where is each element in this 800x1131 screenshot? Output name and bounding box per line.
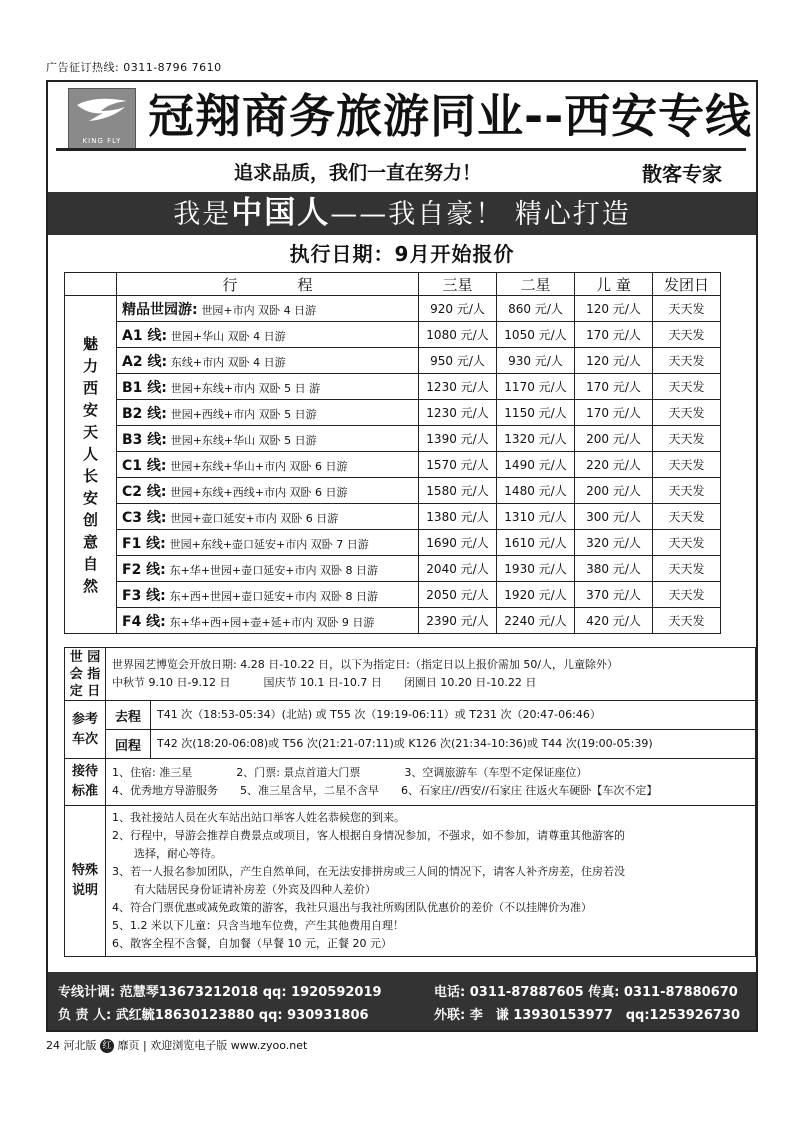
price-two-star: 1930 元/人	[497, 556, 575, 582]
route-desc: 世园+西线+市内 双卧 5 日游	[170, 407, 317, 421]
price-child: 300 元/人	[575, 504, 653, 530]
route-desc: 东线+市内 双卧 4 日游	[170, 355, 286, 369]
price-child: 170 元/人	[575, 400, 653, 426]
notes-row	[65, 806, 756, 957]
table-row	[65, 296, 721, 322]
footer-text: 欢迎浏览电子版	[150, 1039, 228, 1052]
note-line: 4、符合门票优惠或减免政策的游客，我社只退出与我社所购团队优惠价的差价（不以挂牌价为准）	[112, 901, 592, 914]
logo-brand: KING FLY	[82, 137, 122, 145]
price-two-star: 1480 元/人	[497, 478, 575, 504]
info-table	[64, 647, 756, 957]
note-line: 6、散客全程不含餐，自加餐（早餐 10 元，正餐 20 元）	[112, 937, 392, 950]
ad-frame	[46, 80, 758, 1032]
note-line: 2、行程中，导游会推荐自费景点或项目，客人根据自身情况参加，不强求，如不参加，请尊重其他游客的	[112, 829, 625, 842]
departure-days: 天天发	[653, 504, 721, 530]
note-line: 5、1.2 米以下儿童：只含当地车位费，产生其他费用自理！	[112, 919, 404, 932]
banner-part1: 我是	[173, 199, 232, 230]
price-three-star: 1570 元/人	[419, 452, 497, 478]
price-three-star: 1230 元/人	[419, 400, 497, 426]
route-cell	[117, 296, 419, 322]
footer-separator: |	[143, 1039, 147, 1052]
table-row	[65, 426, 721, 452]
price-child: 420 元/人	[575, 608, 653, 634]
price-child: 320 元/人	[575, 530, 653, 556]
train-back-row	[65, 730, 756, 759]
table-row	[65, 452, 721, 478]
price-three-star: 1690 元/人	[419, 530, 497, 556]
route-desc: 世园+华山 双卧 4 日游	[170, 329, 286, 343]
contact-bar	[48, 972, 756, 1030]
go-label: 去程	[106, 701, 151, 730]
table-row	[65, 400, 721, 426]
standard-line1: 1、住宿: 准三星 2、门票: 景点首道大门票 3、空调旅游车（车型不定保证座位）	[112, 766, 588, 779]
note-line: 选择，耐心等待。	[112, 847, 222, 860]
route-cell	[117, 504, 419, 530]
price-three-star: 1230 元/人	[419, 374, 497, 400]
route-desc: 世园+东线+华山 双卧 5 日游	[170, 433, 317, 447]
execution-date: 执行日期：9月开始报价	[289, 242, 515, 266]
wing-logo-icon	[75, 93, 129, 129]
price-two-star: 1150 元/人	[497, 400, 575, 426]
route-code: A1 线:	[122, 327, 168, 344]
route-desc: 东+西+世园+壶口延安+市内 双卧 8 日游	[169, 589, 378, 603]
price-child: 380 元/人	[575, 556, 653, 582]
section-name: 靡页	[117, 1039, 140, 1052]
banner	[48, 192, 756, 235]
price-two-star: 860 元/人	[497, 296, 575, 322]
standard-row	[65, 759, 756, 806]
route-code: F4 线:	[122, 613, 166, 630]
route-desc: 东+华+世园+壶口延安+市内 双卧 8 日游	[169, 563, 378, 577]
page-footer	[46, 1037, 307, 1053]
page-title: 冠翔商务旅游同业--西安专线	[148, 89, 753, 143]
expo-label: 世 园 会 指 定 日	[65, 648, 106, 701]
route-cell	[117, 556, 419, 582]
kingfly-logo	[68, 88, 136, 150]
route-cell	[117, 426, 419, 452]
route-desc: 世园+东线+西线+市内 双卧 6 日游	[170, 485, 348, 499]
price-child: 120 元/人	[575, 296, 653, 322]
slogan: 追求品质，我们一直在努力！	[234, 162, 482, 184]
route-cell	[117, 608, 419, 634]
price-three-star: 920 元/人	[419, 296, 497, 322]
departure-days: 天天发	[653, 348, 721, 374]
route-cell	[117, 582, 419, 608]
route-desc: 世园+东线+市内 双卧 5 日 游	[170, 381, 321, 395]
table-row	[65, 374, 721, 400]
expo-line1: 世界园艺博览会开放日期: 4.28 日-10.22 日，以下为指定日:（指定日以上报价需加 50/人，儿童除外）	[112, 658, 619, 671]
route-cell	[117, 322, 419, 348]
price-three-star: 1080 元/人	[419, 322, 497, 348]
price-child: 120 元/人	[575, 348, 653, 374]
departure-days: 天天发	[653, 452, 721, 478]
departure-days: 天天发	[653, 608, 721, 634]
banner-part3: ——我自豪！ 精心打造	[330, 199, 631, 230]
price-three-star: 1580 元/人	[419, 478, 497, 504]
price-two-star: 1320 元/人	[497, 426, 575, 452]
side-label: 魅力西安 天人长安 创意自然	[65, 296, 117, 634]
table-row	[65, 348, 721, 374]
contact-planner: 专线计调: 范慧琴13673212018 qq: 1920592019	[58, 985, 382, 1000]
header-corner	[65, 273, 117, 296]
section-badge-icon: 红	[100, 1039, 114, 1053]
route-code: F2 线:	[122, 561, 166, 578]
table-row	[65, 556, 721, 582]
route-cell	[117, 530, 419, 556]
price-child: 200 元/人	[575, 478, 653, 504]
departure-days: 天天发	[653, 530, 721, 556]
route-code: B3 线:	[122, 431, 167, 448]
standard-content	[106, 759, 756, 806]
expo-line2: 中秋节 9.10 日-9.12 日 国庆节 10.1 日-10.7 日 闭園日 10.20 日-10.22 日	[112, 676, 537, 689]
price-two-star: 1920 元/人	[497, 582, 575, 608]
price-two-star: 1170 元/人	[497, 374, 575, 400]
price-three-star: 1390 元/人	[419, 426, 497, 452]
back-trains: T42 次(18:20-06:08)或 T56 次(21:21-07:11)或 K126 次(21:34-10:36)或 T44 次(19:00-05:39)	[151, 730, 756, 759]
table-row	[65, 608, 721, 634]
route-desc: 东+华+西+园+壶+延+市内 双卧 9 日游	[169, 615, 375, 629]
go-trains: T41 次（18:53-05:34）(北站) 或 T55 次（19:19-06:11）或 T231 次（20:47-06:46）	[151, 701, 756, 730]
price-table	[64, 272, 721, 634]
header-two-star: 二星	[497, 273, 575, 296]
header-three-star: 三星	[419, 273, 497, 296]
departure-days: 天天发	[653, 322, 721, 348]
price-two-star: 1610 元/人	[497, 530, 575, 556]
notes-label: 特殊说明	[65, 806, 106, 957]
header-route: 行 程	[117, 273, 419, 296]
price-two-star: 1050 元/人	[497, 322, 575, 348]
contact-manager: 负 责 人: 武红毓18630123880 qq: 930931806	[58, 1008, 369, 1023]
departure-days: 天天发	[653, 296, 721, 322]
back-label: 回程	[106, 730, 151, 759]
price-three-star: 2390 元/人	[419, 608, 497, 634]
contact-liaison: 外联: 李 谦 13930153977 qq:1253926730	[434, 1008, 741, 1023]
route-cell	[117, 374, 419, 400]
route-code: 精品世园游:	[122, 301, 198, 318]
departure-days: 天天发	[653, 400, 721, 426]
title-divider	[56, 148, 746, 151]
ad-hotline: 广告征订热线: 0311-8796 7610	[46, 61, 222, 74]
route-cell	[117, 478, 419, 504]
route-desc: 世园+东线+华山+市内 双卧 6 日游	[170, 459, 348, 473]
departure-days: 天天发	[653, 374, 721, 400]
price-two-star: 930 元/人	[497, 348, 575, 374]
table-row	[65, 322, 721, 348]
expo-row	[65, 648, 756, 701]
price-child: 170 元/人	[575, 322, 653, 348]
route-code: C1 线:	[122, 457, 167, 474]
trains-label: 参考车次	[65, 701, 106, 759]
price-two-star: 2240 元/人	[497, 608, 575, 634]
table-row	[65, 582, 721, 608]
price-three-star: 950 元/人	[419, 348, 497, 374]
header-child: 儿 童	[575, 273, 653, 296]
price-child: 170 元/人	[575, 374, 653, 400]
notes-content	[106, 806, 756, 957]
route-cell	[117, 400, 419, 426]
route-code: F1 线:	[122, 535, 166, 552]
route-code: C3 线:	[122, 509, 167, 526]
price-two-star: 1490 元/人	[497, 452, 575, 478]
contact-phone: 电话: 0311-87887605 传真: 0311-87880670	[434, 985, 738, 1000]
route-code: B1 线:	[122, 379, 167, 396]
standard-line2: 4、优秀地方导游服务 5、准三星含早，二星不含早 6、石家庄//西安//石家庄 往返火车硬卧【车次不定】	[112, 784, 658, 797]
note-line: 1、我社接站人员在火车站出站口举客人姓名恭候您的到来。	[112, 811, 405, 824]
route-cell	[117, 452, 419, 478]
route-cell	[117, 348, 419, 374]
departure-days: 天天发	[653, 478, 721, 504]
page-number: 24	[46, 1039, 60, 1052]
expo-content	[106, 648, 756, 701]
banner-part2: 中国人	[231, 195, 331, 231]
price-three-star: 1380 元/人	[419, 504, 497, 530]
departure-days: 天天发	[653, 556, 721, 582]
route-desc: 世园+东线+壶口延安+市内 双卧 7 日游	[169, 537, 369, 551]
note-line: 有大陆居民身份证请补房差（外宾及四种人差价）	[112, 883, 376, 896]
route-code: F3 线:	[122, 587, 166, 604]
route-desc: 世园+市内 双卧 4 日游	[201, 303, 317, 317]
header-departure: 发团日	[653, 273, 721, 296]
price-child: 220 元/人	[575, 452, 653, 478]
route-code: A2 线:	[122, 353, 168, 370]
specialist-tag: 散客专家	[642, 162, 722, 186]
departure-days: 天天发	[653, 582, 721, 608]
price-child: 370 元/人	[575, 582, 653, 608]
standard-label: 接待标准	[65, 759, 106, 806]
price-three-star: 2050 元/人	[419, 582, 497, 608]
table-row	[65, 504, 721, 530]
route-code: B2 线:	[122, 405, 167, 422]
edition: 河北版	[63, 1039, 97, 1052]
table-header-row	[65, 273, 721, 296]
departure-days: 天天发	[653, 426, 721, 452]
footer-url[interactable]: www.zyoo.net	[230, 1039, 308, 1052]
route-desc: 世园+壶口延安+市内 双卧 6 日游	[170, 511, 339, 525]
price-three-star: 2040 元/人	[419, 556, 497, 582]
note-line: 3、若一人报名参加团队，产生自然单间，在无法安排拼房或三人间的情况下，请客人补齐房差，住房若没	[112, 865, 625, 878]
table-row	[65, 530, 721, 556]
table-row	[65, 478, 721, 504]
train-go-row	[65, 701, 756, 730]
route-code: C2 线:	[122, 483, 167, 500]
price-two-star: 1310 元/人	[497, 504, 575, 530]
price-child: 200 元/人	[575, 426, 653, 452]
